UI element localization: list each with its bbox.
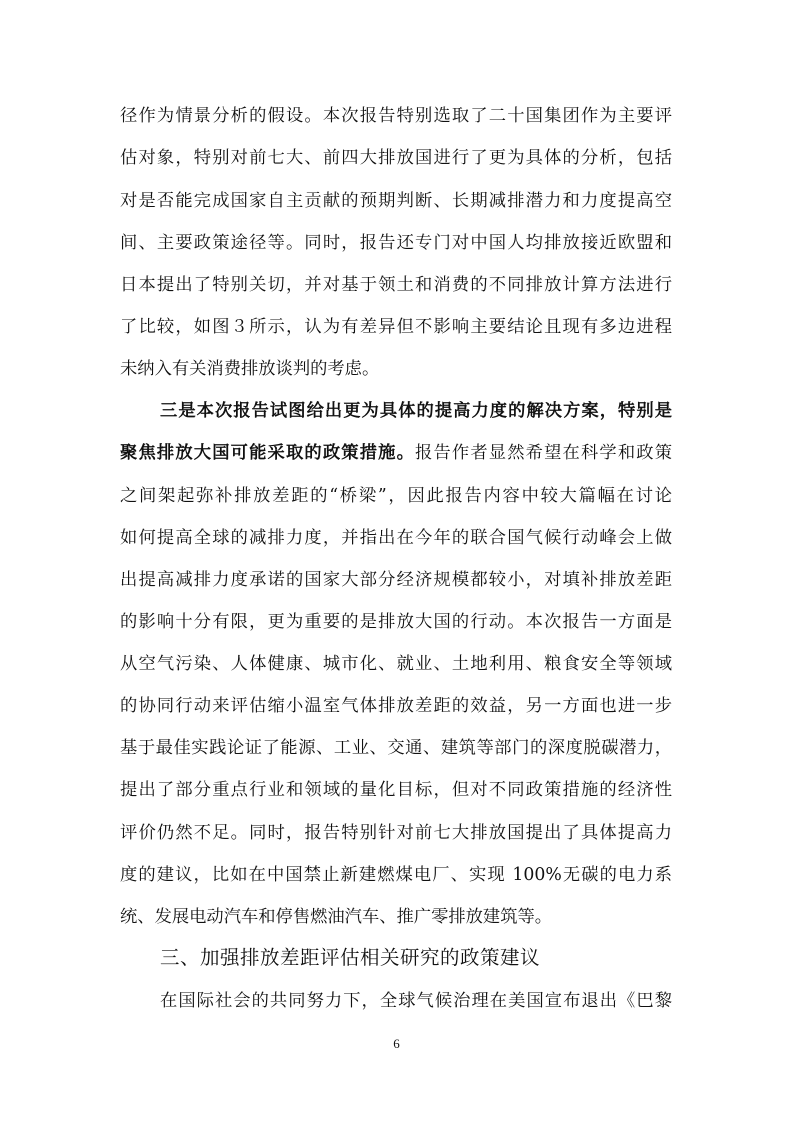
p2-line-4: 如何提高全球的减排力度，并指出在今年的联合国气候行动峰会上做 bbox=[120, 528, 672, 548]
p2-line-8: 的协同行动来评估缩小温室气体排放差距的效益，另一方面也进一步 bbox=[120, 696, 672, 716]
p2-bold-segment: 聚焦排放大国可能采取的政策措施。 bbox=[120, 443, 416, 463]
p1-line-4: 间、主要政策途径等。同时，报告还专门对中国人均排放接近欧盟和 bbox=[120, 233, 672, 253]
p3-line-1: 在国际社会的共同努力下，全球气候治理在美国宣布退出《巴黎 bbox=[160, 991, 672, 1011]
p1-line-3: 对是否能完成国家自主贡献的预期判断、长期减排潜力和力度提高空 bbox=[120, 191, 672, 211]
p1-line-7: 未纳入有关消费排放谈判的考虑。 bbox=[120, 359, 380, 379]
p2-line-12: 度的建议，比如在中国禁止新建燃煤电厂、实现 100%无碳的电力系 bbox=[120, 865, 672, 885]
p1-line-1: 径作为情景分析的假设。本次报告特别选取了二十国集团作为主要评 bbox=[120, 106, 672, 126]
section-heading: 三、加强排放差距评估相关研究的政策建议 bbox=[160, 946, 541, 969]
p1-line-6: 了比较，如图３所示，认为有差异但不影响主要结论且现有多边进程 bbox=[120, 317, 672, 337]
p2-bold-line-1: 三是本次报告试图给出更为具体的提高力度的解决方案，特别是 bbox=[160, 401, 672, 421]
p2-line-10: 提出了部分重点行业和领域的量化目标，但对不同政策措施的经济性 bbox=[120, 780, 672, 800]
page-number: 6 bbox=[393, 1036, 400, 1051]
p2-line-3: 之间架起弥补排放差距的“桥梁”，因此报告内容中较大篇幅在讨论 bbox=[120, 486, 672, 506]
p2-line-11: 评价仍然不足。同时，报告特别针对前七大排放国提出了具体提高力 bbox=[120, 823, 672, 843]
p2-line-6: 的影响十分有限，更为重要的是排放大国的行动。本次报告一方面是 bbox=[120, 612, 672, 632]
p2-line-7: 从空气污染、人体健康、城市化、就业、土地利用、粮食安全等领域 bbox=[120, 654, 672, 674]
p2-line-13: 统、发展电动汽车和停售燃油汽车、推广零排放建筑等。 bbox=[120, 907, 553, 927]
p2-normal-segment: 报告作者显然希望在科学和政策 bbox=[415, 443, 672, 463]
p2-line-2 bbox=[120, 441, 672, 465]
p1-line-5: 日本提出了特别关切，并对基于领土和消费的不同排放计算方法进行 bbox=[120, 275, 672, 295]
p1-line-2: 估对象，特别对前七大、前四大排放国进行了更为具体的分析，包括 bbox=[120, 148, 672, 168]
p2-line-5: 出提高减排力度承诺的国家大部分经济规模都较小，对填补排放差距 bbox=[120, 570, 672, 590]
p2-line-9: 基于最佳实践论证了能源、工业、交通、建筑等部门的深度脱碳潜力， bbox=[120, 738, 672, 758]
